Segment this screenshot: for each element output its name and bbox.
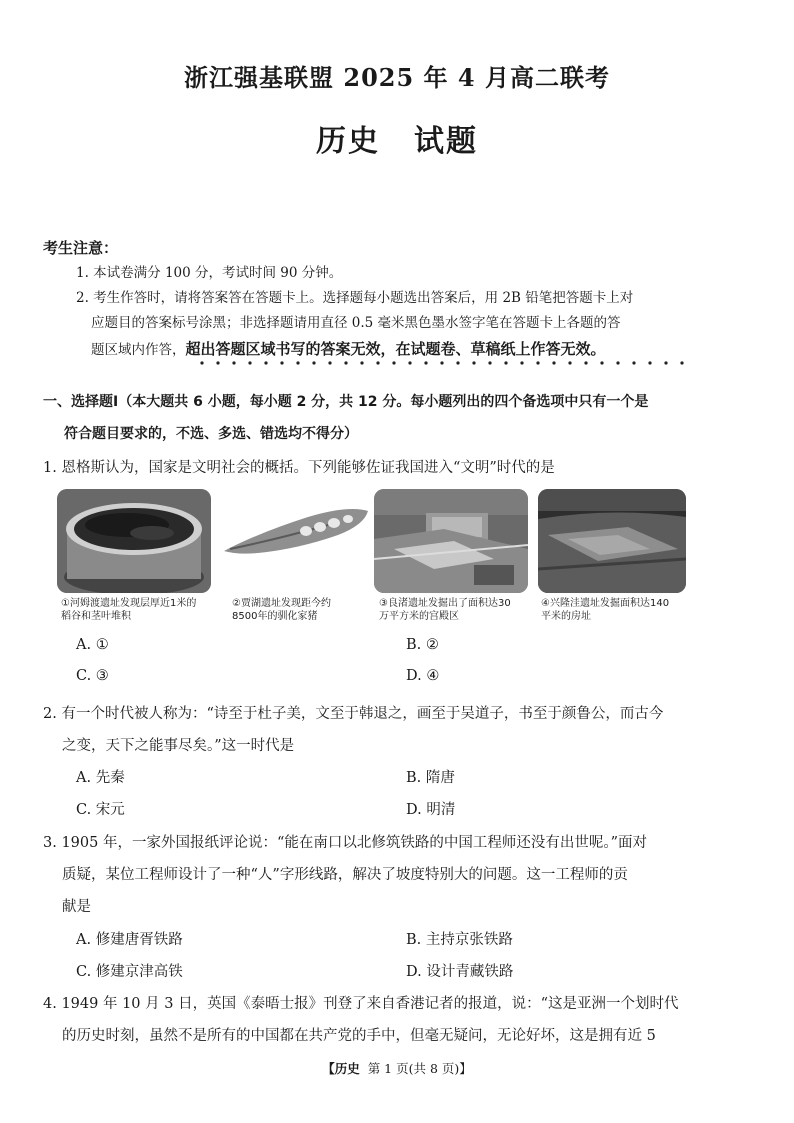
notice-item-2-line-1: 2. 考生作答时，请将答案答在答题卡上。选择题每小题选出答案后，用 2B 铅笔把答题卡上对 [76,290,634,306]
emphasis-dots [196,360,696,366]
q2-line-2: 之变，天下之能事尽矣。”这一时代是 [62,738,295,754]
image-4-caption-line-1: ④兴隆洼遗址发掘面积达140 [541,598,670,609]
notice-item-1: 1. 本试卷满分 100 分，考试时间 90 分钟。 [76,265,343,281]
image-1-caption-line-2: 稻谷和茎叶堆积 [61,611,131,622]
rice-pile-photo [57,489,211,593]
q3-line-1: 3. 1905 年，一家外国报纸评论说：“能在南口以北修筑铁路的中国工程师还没有出世呢。”面对 [43,835,648,851]
q1-option-d: D. ④ [406,668,440,684]
image-4-caption-line-2: 平米的房址 [541,611,591,622]
image-3-caption-line-2: 万平方米的宫殿区 [379,611,459,622]
q1-option-a: A. ① [76,637,109,653]
section-heading-line-1: 一、选择题Ⅰ（本大题共 6 小题，每小题 2 分，共 12 分。每小题列出的四个备选项中只有一个是 [43,394,649,410]
q3-option-b: B. 主持京张铁路 [406,932,513,948]
footer-page-number: 第 1 页(共 8 页)】 [367,1061,472,1076]
notice-emphasis-text: 超出答题区域书写的答案无效，在试题卷、草稿纸上作答无效。 [185,340,606,358]
footer-subject: 【历史 [322,1061,360,1076]
section-heading-line-2: 符合题目要求的，不选、多选、错选均不得分） [64,426,358,442]
q3-line-3: 献是 [62,899,91,915]
q3-line-2: 质疑，某位工程师设计了一种“人”字形线路，解决了坡度特别大的问题。这一工程师的贡 [62,867,628,883]
exam-title: 浙江强基联盟 2025 年 4 月高二联考 [184,63,610,92]
image-3-caption [379,597,511,623]
image-2-caption [232,597,331,623]
image-3-caption-line-1: ③良渚遗址发掘出了面积达30 [379,598,511,609]
house-foundation-photo [538,489,686,593]
subject-name: 历史 [316,124,380,159]
q1-stem: 1. 恩格斯认为，国家是文明社会的概括。下列能够佐证我国进入“文明”时代的是 [43,460,555,476]
notice-item-2-line-3 [91,339,606,360]
notice-plain-text: 题区域内作答， [91,342,186,358]
q3-option-d: D. 设计青藏铁路 [406,964,514,980]
image-1-caption [61,597,196,623]
notice-item-2-line-2: 应题目的答案标号涂黑；非选择题请用直径 0.5 毫米黑色墨水签字笔在答题卡上各题的答 [91,315,621,331]
paper-label: 试题 [414,124,478,159]
q3-option-a: A. 修建唐胥铁路 [76,932,183,948]
q2-option-c: C. 宋元 [76,802,125,818]
q3-option-c: C. 修建京津高铁 [76,964,183,980]
subject-title [0,116,794,160]
q2-option-a: A. 先秦 [76,770,125,786]
pig-skull-photo [218,489,372,593]
q1-option-c: C. ③ [76,668,109,684]
image-2-caption-line-1: ②贾湖遗址发现距今约 [232,598,331,609]
q4-line-2: 的历史时刻，虽然不是所有的中国都在共产党的手中，但毫无疑问，无论好坏，这是拥有近 5 [62,1028,656,1044]
palace-site-aerial-photo [374,489,528,593]
q2-line-1: 2. 有一个时代被人称为：“诗至于杜子美，文至于韩退之，画至于吴道子，书至于颜鲁公，而古今 [43,706,664,722]
page-footer [0,1059,794,1077]
image-4-caption [541,597,669,623]
q2-option-d: D. 明清 [406,802,456,818]
q2-option-b: B. 隋唐 [406,770,455,786]
image-1-caption-line-1: ①河姆渡遗址发现层厚近1米的 [61,598,197,609]
q4-line-1: 4. 1949 年 10 月 3 日，英国《泰晤士报》刊登了来自香港记者的报道，说：“这是亚洲一个划时代 [43,996,679,1012]
notice-heading: 考生注意： [43,239,119,257]
q1-option-b: B. ② [406,637,439,653]
image-2-caption-line-2: 8500年的驯化家猪 [232,611,318,622]
